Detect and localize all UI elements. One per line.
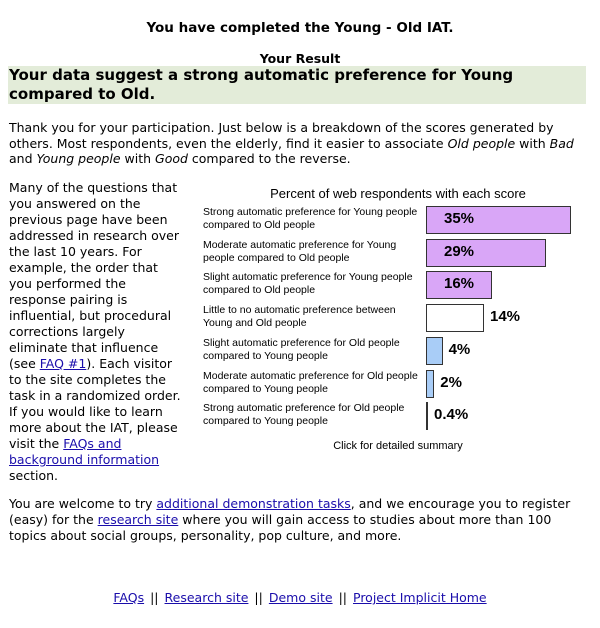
completed-title: You have completed the Young - Old IAT.: [146, 20, 454, 36]
faq-1-link[interactable]: FAQ #1: [39, 356, 87, 371]
intro-emphasis: Young people: [36, 151, 121, 166]
intro-emphasis: Bad: [549, 135, 574, 151]
intro-text: Thank you for your participation. Just below is a breakdown of the scores generated by others. Most respondents, even the elderly, find it easier to associate: [9, 120, 554, 151]
result-banner: Your data suggest a strong automatic preference for Young compared to Old.: [8, 66, 586, 104]
intro-text: with: [515, 135, 550, 151]
chart-bar: [426, 402, 428, 430]
chart-value-label: 2%: [440, 373, 462, 391]
research-site-link[interactable]: research site: [97, 512, 179, 527]
chart-row: [200, 239, 596, 269]
chart-category-label: Strong automatic preference for Old people compared to Young people: [203, 402, 405, 428]
intro-text: with: [120, 151, 156, 166]
chart-bar: [426, 337, 443, 365]
footer-demo-site-link[interactable]: Demo site: [268, 590, 333, 605]
chart-title: Percent of web respondents with each score: [270, 186, 526, 201]
outro-text: You are welcome to try: [9, 496, 157, 511]
chart-bar: [426, 304, 484, 332]
chart-value-label: 0.4%: [434, 406, 469, 424]
chart-category-label: Moderate automatic preference for Old people compared to Young people: [203, 369, 418, 395]
footer-research-site-link[interactable]: Research site: [164, 590, 249, 605]
demonstration-tasks-link[interactable]: additional demonstration tasks: [156, 496, 351, 511]
your-result-heading: Your Result: [259, 51, 341, 66]
chart-value-label: 29%: [444, 242, 475, 260]
chart-category-label: Slight automatic preference for Old people compared to Young people: [203, 336, 400, 362]
intro-text: and: [9, 151, 37, 166]
intro-text: compared to the reverse.: [187, 151, 351, 166]
explanation-text: Many of the questions that you answered on the previous page have been addressed in research over the last 10 years. For example, the order that you performed the response pairing is influential, but procedural corrections largely eliminate that influence (see: [9, 180, 180, 371]
footer-nav: [0, 590, 600, 605]
chart-row: [200, 337, 596, 367]
intro-paragraph: [9, 120, 589, 167]
outro-text: , and we encourage you to register (easy) for the: [9, 496, 571, 527]
footer-separator: ||: [338, 590, 347, 605]
footer-faqs-link[interactable]: FAQs: [113, 590, 145, 605]
faqs-background-link[interactable]: FAQs and background information: [9, 436, 160, 467]
explanation-text: ). Each visitor to the site completes the task in a randomized order. If you would like to learn more about the IAT, please visit the: [9, 356, 181, 451]
intro-emphasis: Good: [155, 151, 188, 166]
chart-bar: [426, 370, 434, 398]
chart-category-label: Slight automatic preference for Young people compared to Old people: [203, 271, 413, 297]
footer-separator: ||: [254, 590, 263, 605]
chart-row: [200, 402, 596, 432]
chart-value-label: 4%: [448, 340, 471, 358]
chart-category-label: Strong automatic preference for Young people compared to Old people: [203, 206, 418, 231]
explanation-text: section.: [9, 468, 58, 483]
research-explanation: [9, 180, 181, 484]
chart-value-label: 14%: [490, 308, 521, 326]
chart-category-label: Little to no automatic preference between Young and Old people: [203, 304, 396, 330]
chart-category-label: Moderate automatic preference for Young people compared to Old people: [203, 238, 397, 264]
outro-text: where you will gain access to studies about more than 100 topics about social groups, personality, pop culture, and more.: [9, 512, 552, 543]
chart-row: [200, 206, 596, 236]
intro-emphasis: Old people: [447, 135, 516, 151]
outro-paragraph: [9, 496, 589, 544]
detailed-summary-link[interactable]: Click for detailed summary: [333, 440, 463, 452]
chart-row: [200, 370, 596, 400]
chart-row: [200, 271, 596, 301]
chart-row: [200, 304, 596, 334]
footer-separator: ||: [150, 590, 159, 605]
footer-project-implicit-home-link[interactable]: Project Implicit Home: [353, 590, 487, 605]
score-distribution-chart[interactable]: [200, 182, 596, 462]
chart-value-label: 35%: [444, 210, 475, 227]
chart-value-label: 16%: [444, 275, 475, 293]
